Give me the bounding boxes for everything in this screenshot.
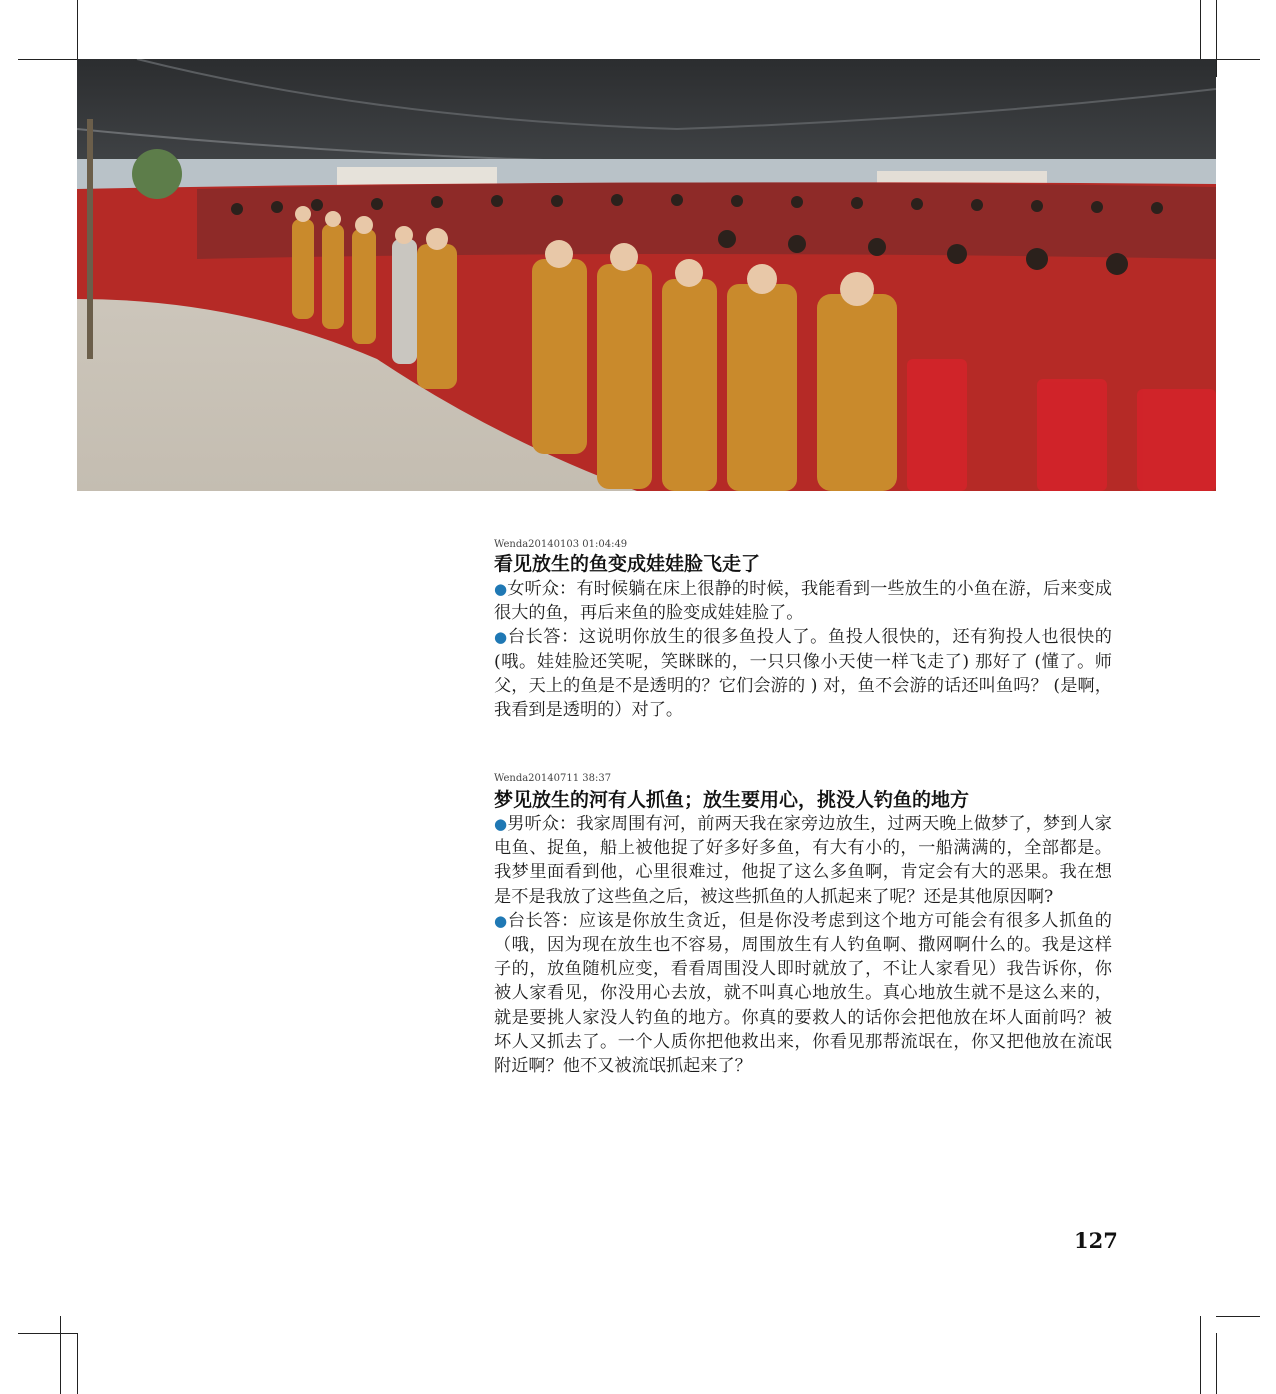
- bullet-icon: ●: [494, 815, 508, 833]
- crop-mark: [1216, 59, 1260, 60]
- crop-mark: [18, 59, 77, 60]
- crop-mark: [1200, 1316, 1201, 1394]
- question-paragraph: [494, 577, 1112, 625]
- answer-text: 台长答：这说明你放生的很多鱼投人了。鱼投人很快的，还有狗投人也很快的 (哦。娃娃脸还笑呢，笑眯眯的，一只只像小天使一样飞走了) 那好了 (懂了。师父，天上的鱼是不是透明的？它们会游的 ) 对，鱼不会游的话还叫鱼吗？ (是啊，我看到是透明的）对了。: [494, 627, 1112, 721]
- bullet-icon: ●: [494, 628, 508, 647]
- entry-1: [494, 539, 1112, 722]
- entry-2: [494, 773, 1112, 1078]
- crop-mark: [1216, 1333, 1217, 1394]
- entry-title: 看见放生的鱼变成娃娃脸飞走了: [494, 553, 761, 575]
- crop-mark: [18, 1333, 77, 1334]
- crop-mark: [60, 1316, 61, 1394]
- crop-mark: [1216, 1316, 1260, 1317]
- entry-timestamp: Wenda20140103 01:04:49: [494, 539, 628, 550]
- crop-mark: [77, 1333, 78, 1394]
- bullet-icon: ●: [494, 911, 508, 930]
- question-text: 男听众：我家周围有河，前两天我在家旁边放生，过两天晚上做梦了，梦到人家电鱼、捉鱼，船上被他捉了好多好多鱼，有大有小的，一船满满的，全部都是。我梦里面看到他，心里很难过，他捉了这么多鱼啊，肯定会有大的恶果。我在想是不是我放了这些鱼之后，被这些抓鱼的人抓起来了呢？还是其他原因啊?: [494, 814, 1112, 907]
- entry-timestamp: Wenda20140711 38:37: [494, 773, 612, 784]
- entry-title: 梦见放生的河有人抓鱼；放生要用心，挑没人钓鱼的地方: [494, 789, 970, 811]
- crowd-photo-illustration: [77, 59, 1216, 491]
- answer-text: 台长答：应该是你放生贪近，但是你没考虑到这个地方可能会有很多人抓鱼的（哦，因为现在放生也不容易，周围放生有人钓鱼啊、撒网啊什么的。我是这样子的，放鱼随机应变，看看周围没人即时就放了，不让人家看见）我告诉你，你被人家看见，你没用心去放，就不叫真心地放生。真心地放生就不是这么来的，就是要挑人家没人钓鱼的地方。你真的要救人的话你会把他放在坏人面前吗？被坏人又抓去了。一个人质你把他救出来，你看见那帮流氓在，你又把他放在流氓附近啊？他不又被流氓抓起来了？: [494, 910, 1112, 1077]
- answer-paragraph: [494, 909, 1112, 1078]
- crowd-photo: [77, 59, 1216, 491]
- crop-mark: [1216, 0, 1217, 77]
- answer-paragraph: [494, 625, 1112, 722]
- bullet-icon: ●: [494, 580, 508, 598]
- page-number: 127: [1074, 1228, 1118, 1253]
- question-text: 女听众：有时候躺在床上很静的时候，我能看到一些放生的小鱼在游，后来变成很大的鱼，再后来鱼的脸变成娃娃脸了。: [494, 579, 1112, 624]
- question-paragraph: [494, 812, 1112, 909]
- crop-mark: [1200, 0, 1201, 59]
